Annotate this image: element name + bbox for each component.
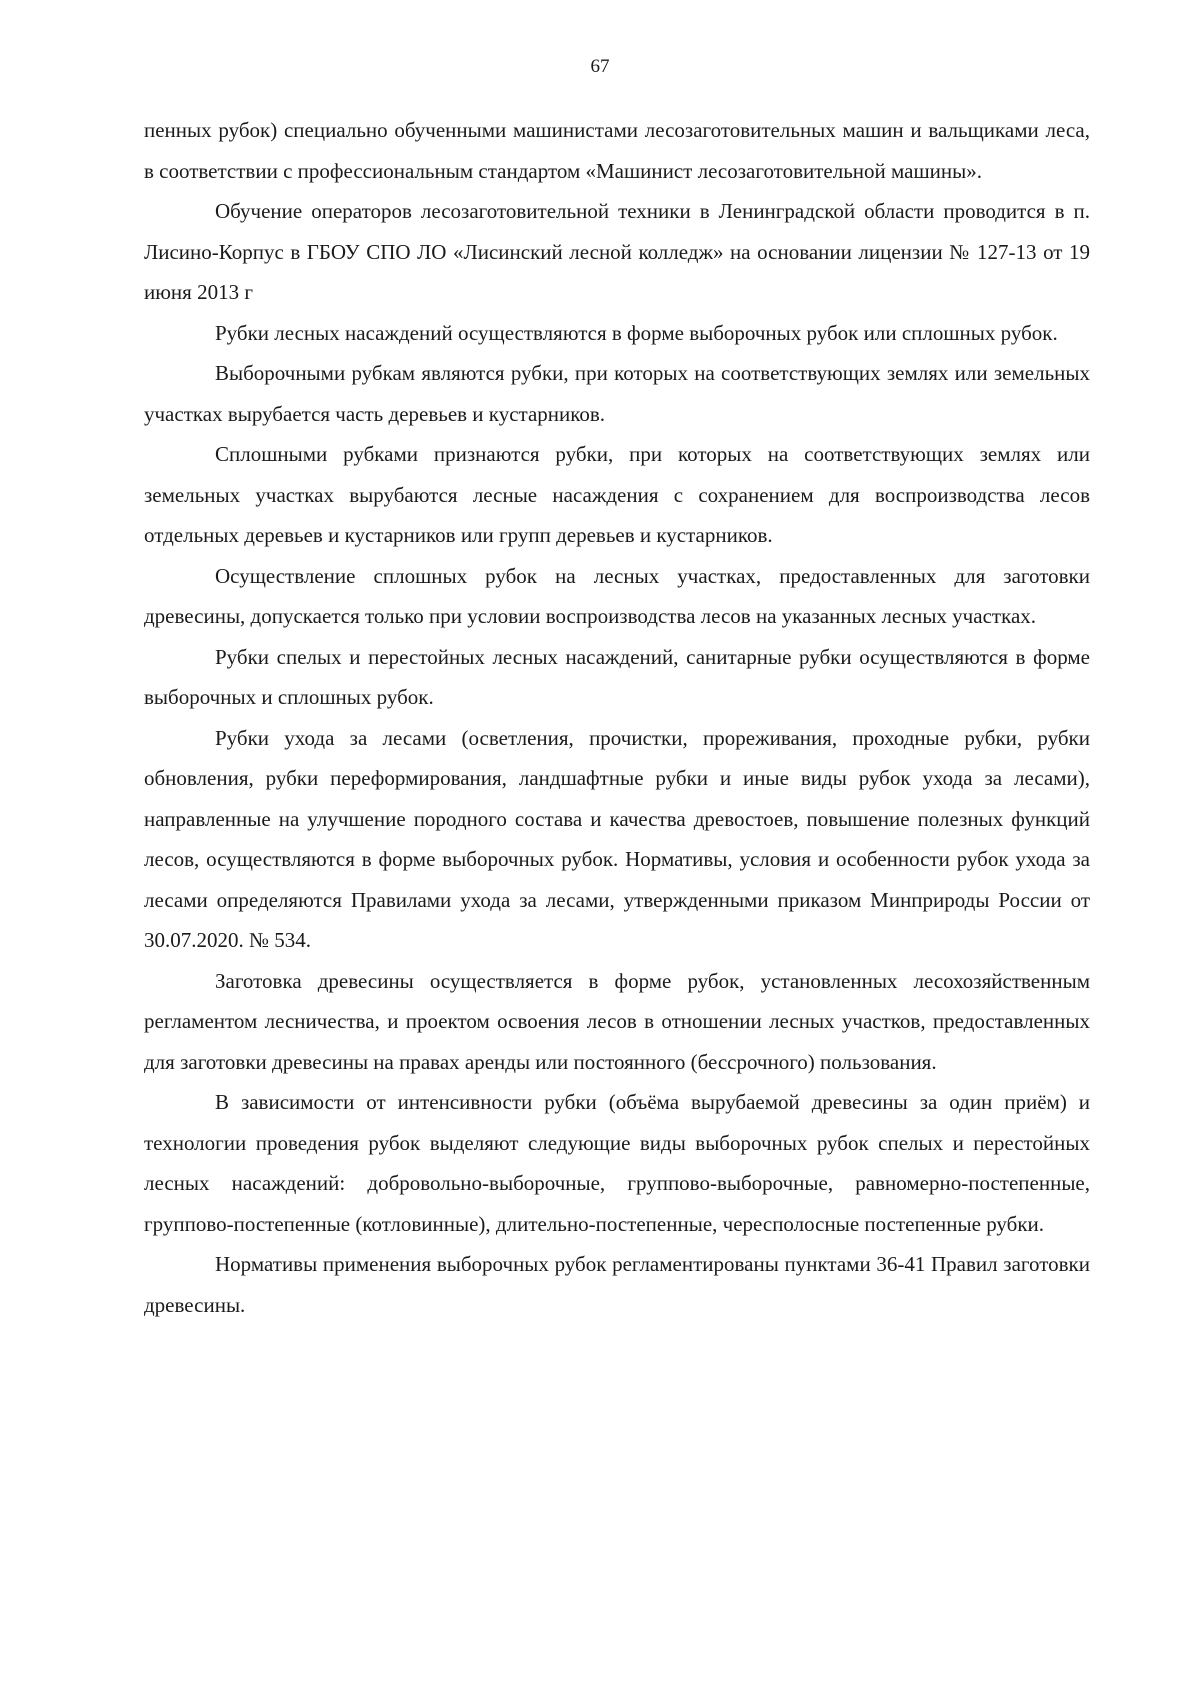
paragraph: Обучение операторов лесозаготовительной техники в Ленинградской области проводится в п. Лисино-Корпус в ГБОУ СПО ЛО «Лисинский лесной колледж» на основании лицензии № 127-13 от 19 июня 2013 г — [144, 199, 1090, 304]
paragraph: Сплошными рубками признаются рубки, при которых на соответствующих землях или земельных участках вырубаются лесные насаждения с сохранением для воспроизводства лесов отдельных деревьев и кустарников или групп деревьев и кустарников. — [144, 442, 1090, 547]
paragraph: В зависимости от интенсивности рубки (объёма вырубаемой древесины за один приём) и технологии проведения рубок выделяют следующие виды выборочных рубок спелых и перестойных лесных насаждений: добровольно-выборочные, группово-выборочные, равномерно-постепенные, группово-постепенные (котловинные), длительно-постепенные, чересполосные постепенные рубки. — [144, 1090, 1090, 1236]
paragraph: Выборочными рубкам являются рубки, при которых на соответствующих землях или земельных участках вырубается часть деревьев и кустарников. — [144, 361, 1090, 426]
paragraph: Нормативы применения выборочных рубок регламентированы пунктами 36-41 Правил заготовки древесины. — [144, 1252, 1090, 1317]
paragraph: Рубки спелых и перестойных лесных насаждений, санитарные рубки осуществляются в форме выборочных и сплошных рубок. — [144, 644, 1090, 709]
paragraph: Осуществление сплошных рубок на лесных участках, предоставленных для заготовки древесины, допускается только при условии воспроизводства лесов на указанных лесных участках. — [144, 563, 1090, 628]
paragraph: Рубки ухода за лесами (осветления, прочистки, прореживания, проходные рубки, рубки обновления, рубки переформирования, ландшафтные рубки и иные виды рубок ухода за лесами), направленные на улучшение породного состава и качества древостоев, повышение полезных функций лесов, осуществляются в форме выборочных рубок. Нормативы, условия и особенности рубок ухода за лесами определяются Правилами ухода за лесами, утвержденными приказом Минприроды России от 30.07.2020. № 534. — [144, 725, 1090, 952]
document-body — [144, 110, 1090, 1325]
paragraph: Заготовка древесины осуществляется в форме рубок, установленных лесохозяйственным регламентом лесничества, и проектом освоения лесов в отношении лесных участков, предоставленных для заготовки древесины на правах аренды или постоянного (бессрочного) пользования. — [144, 968, 1090, 1074]
paragraph-continuation: пенных рубок) специально обученными машинистами лесозаготовительных машин и вальщиками леса, в соответствии с профессиональным стандартом «Машинист лесозаготовительной машины». — [144, 118, 1090, 183]
paragraph: Рубки лесных насаждений осуществляются в форме выборочных рубок или сплошных рубок. — [215, 320, 1058, 345]
page-number: 67 — [590, 56, 610, 77]
